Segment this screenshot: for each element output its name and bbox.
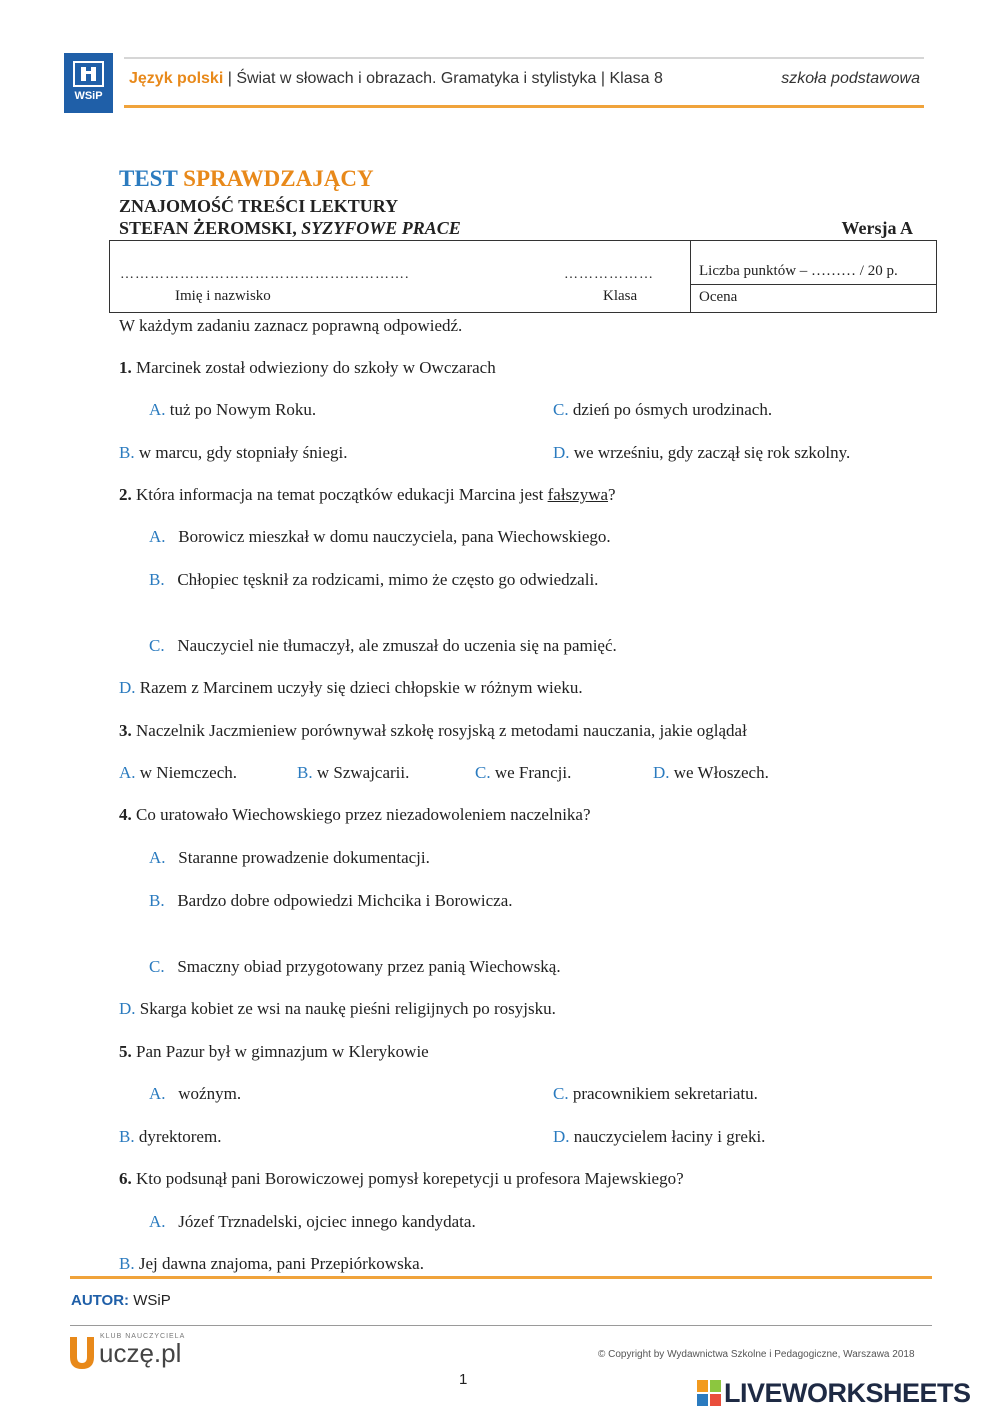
question-number: 3. bbox=[119, 721, 132, 740]
option-text: w Szwajcarii. bbox=[312, 763, 410, 782]
option-text: pracownikiem sekretariatu. bbox=[568, 1084, 758, 1103]
q2-option-c[interactable] bbox=[149, 636, 617, 656]
question-5 bbox=[119, 1042, 429, 1062]
q5-option-c[interactable] bbox=[553, 1084, 758, 1104]
subject-label: Język polski bbox=[129, 70, 224, 87]
q2-option-a[interactable] bbox=[149, 527, 611, 547]
option-text: we wrześniu, gdy zaczął się rok szkolny. bbox=[569, 443, 851, 462]
option-text: Jej dawna znajoma, pani Przepiórkowska. bbox=[134, 1254, 424, 1273]
option-text: nauczycielem łaciny i greki. bbox=[569, 1127, 766, 1146]
copyright: © Copyright by Wydawnictwa Szkolne i Pedagogiczne, Warszawa 2018 bbox=[598, 1349, 915, 1360]
q3-option-b[interactable] bbox=[297, 763, 409, 783]
footer-divider-top bbox=[70, 1276, 932, 1279]
table-divider-vertical bbox=[690, 241, 691, 313]
option-letter: D. bbox=[653, 763, 670, 782]
q3-option-c[interactable] bbox=[475, 763, 571, 783]
q1-option-b[interactable] bbox=[119, 443, 348, 463]
question-6 bbox=[119, 1169, 684, 1189]
title-test: TEST bbox=[119, 166, 178, 191]
option-letter: A. bbox=[149, 848, 166, 867]
question-3 bbox=[119, 721, 747, 741]
q2-option-d[interactable] bbox=[119, 678, 583, 698]
q4-option-b[interactable] bbox=[149, 891, 513, 911]
q5-option-b[interactable] bbox=[119, 1127, 221, 1147]
question-text-end: ? bbox=[608, 485, 616, 504]
footer-divider-bottom bbox=[70, 1325, 932, 1326]
option-letter: C. bbox=[475, 763, 491, 782]
option-text: w marcu, gdy stopniały śniegi. bbox=[134, 443, 348, 462]
club-label: KLUB NAUCZYCIELA bbox=[100, 1333, 186, 1340]
option-text: dyrektorem. bbox=[134, 1127, 222, 1146]
option-text: tuż po Nowym Roku. bbox=[165, 400, 317, 419]
book-logo-icon bbox=[73, 61, 104, 87]
liveworksheets-logo bbox=[697, 1378, 997, 1408]
option-text: we Francji. bbox=[490, 763, 572, 782]
option-letter: D. bbox=[119, 999, 136, 1018]
class-label: Klasa bbox=[603, 288, 638, 304]
q6-option-a[interactable] bbox=[149, 1212, 476, 1232]
option-letter: D. bbox=[119, 678, 136, 697]
option-letter: D. bbox=[553, 1127, 570, 1146]
work-title: SYZYFOWE PRACE bbox=[301, 218, 461, 238]
header-divider-bottom bbox=[124, 105, 924, 108]
q5-option-d[interactable] bbox=[553, 1127, 765, 1147]
option-letter: B. bbox=[119, 1254, 135, 1273]
q3-option-a[interactable] bbox=[119, 763, 237, 783]
option-letter: D. bbox=[553, 443, 570, 462]
name-label: Imię i nazwisko bbox=[175, 288, 271, 304]
ucze-u-icon bbox=[67, 1335, 97, 1371]
q6-option-b[interactable] bbox=[119, 1254, 424, 1274]
option-letter: A. bbox=[149, 1212, 166, 1231]
question-text: Która informacja na temat początków edukacji Marcina jest bbox=[131, 485, 548, 504]
q1-option-c[interactable] bbox=[553, 400, 772, 420]
option-letter: A. bbox=[119, 763, 136, 782]
option-letter: C. bbox=[149, 636, 165, 655]
option-letter: A. bbox=[149, 527, 166, 546]
q4-option-d[interactable] bbox=[119, 999, 556, 1019]
option-text: Józef Trznadelski, ojciec innego kandydata. bbox=[178, 1212, 476, 1231]
option-letter: A. bbox=[149, 1084, 166, 1103]
option-letter: A. bbox=[149, 400, 166, 419]
option-letter: C. bbox=[553, 1084, 569, 1103]
points-field: Liczba punktów – ……… / 20 p. bbox=[699, 263, 898, 279]
liveworksheets-badge-icon bbox=[697, 1380, 721, 1406]
option-letter: B. bbox=[119, 443, 135, 462]
author-name: STEFAN ŻEROMSKI, bbox=[119, 218, 302, 238]
option-letter: B. bbox=[149, 570, 165, 589]
option-text: Skarga kobiet ze wsi na naukę pieśni religijnych po rosyjsku. bbox=[135, 999, 556, 1018]
question-4 bbox=[119, 805, 591, 825]
option-text: Razem z Marcinem uczyły się dzieci chłopskie w różnym wieku. bbox=[135, 678, 583, 697]
option-text: w Niemczech. bbox=[135, 763, 238, 782]
author-line bbox=[71, 1292, 171, 1309]
option-letter: B. bbox=[297, 763, 313, 782]
option-text: woźnym. bbox=[178, 1084, 242, 1103]
page-number: 1 bbox=[459, 1371, 468, 1388]
grade-field: Ocena bbox=[699, 289, 738, 305]
question-2 bbox=[119, 485, 616, 505]
test-title bbox=[119, 166, 374, 192]
option-text: Smaczny obiad przygotowany przez panią Wiechowską. bbox=[177, 957, 561, 976]
option-text: dzień po ósmych urodzinach. bbox=[568, 400, 773, 419]
q4-option-c[interactable] bbox=[149, 957, 561, 977]
option-letter: B. bbox=[149, 891, 165, 910]
option-letter: B. bbox=[119, 1127, 135, 1146]
author-label: AUTOR: bbox=[71, 1292, 130, 1309]
header-divider-top bbox=[124, 57, 924, 59]
version-label: Wersja A bbox=[841, 218, 913, 238]
option-letter: C. bbox=[553, 400, 569, 419]
question-number: 2. bbox=[119, 485, 132, 504]
wsip-logo bbox=[64, 53, 113, 113]
series-label: | Świat w słowach i obrazach. Gramatyka i stylistyka | Klasa 8 bbox=[223, 70, 663, 87]
ucze-wordmark: uczę.pl bbox=[99, 1338, 182, 1368]
liveworksheets-wordmark: LIVEWORKSHEETS bbox=[724, 1378, 971, 1408]
question-number: 4. bbox=[119, 805, 132, 824]
table-divider-horizontal bbox=[690, 284, 937, 285]
q1-option-a[interactable] bbox=[149, 400, 316, 420]
question-1 bbox=[119, 358, 496, 378]
question-number: 5. bbox=[119, 1042, 132, 1061]
name-field[interactable]: …………………………………………………. bbox=[120, 267, 410, 282]
question-text: Naczelnik Jaczmieniew porównywał szkołę rosyjską z metodami nauczania, jakie oglądał bbox=[131, 721, 747, 740]
option-text: Chłopiec tęsknił za rodzicami, mimo że często go odwiedzali. bbox=[177, 570, 599, 589]
option-text: Bardzo dobre odpowiedzi Michcika i Borowicza. bbox=[177, 891, 513, 910]
q1-option-d[interactable] bbox=[553, 443, 850, 463]
header-title bbox=[129, 70, 663, 88]
logo-text: WSiP bbox=[74, 90, 103, 102]
question-text: Pan Pazur był w gimnazjum w Klerykowie bbox=[131, 1042, 429, 1061]
question-text: Co uratowało Wiechowskiego przez niezadowoleniem naczelnika? bbox=[131, 805, 591, 824]
question-emphasis: fałszywa bbox=[547, 485, 609, 504]
student-info-table bbox=[109, 240, 937, 313]
author-value: WSiP bbox=[129, 1292, 171, 1309]
title-sprawdzajacy: SPRAWDZAJĄCY bbox=[183, 166, 374, 191]
option-text: Staranne prowadzenie dokumentacji. bbox=[178, 848, 430, 867]
q5-option-a[interactable] bbox=[149, 1084, 241, 1104]
question-text: Kto podsunął pani Borowiczowej pomysł korepetycji u profesora Majewskiego? bbox=[131, 1169, 684, 1188]
question-text: Marcinek został odwieziony do szkoły w Owczarach bbox=[131, 358, 496, 377]
option-text: we Włoszech. bbox=[669, 763, 769, 782]
q4-option-a[interactable] bbox=[149, 848, 430, 868]
instruction: W każdym zadaniu zaznacz poprawną odpowiedź. bbox=[119, 316, 463, 335]
ucze-logo bbox=[67, 1333, 197, 1373]
option-letter: C. bbox=[149, 957, 165, 976]
option-text: Borowicz mieszkał w domu nauczyciela, pana Wiechowskiego. bbox=[178, 527, 611, 546]
question-number: 1. bbox=[119, 358, 132, 377]
school-level: szkoła podstawowa bbox=[781, 70, 920, 87]
question-number: 6. bbox=[119, 1169, 132, 1188]
test-subtitle: ZNAJOMOŚĆ TREŚCI LEKTURY bbox=[119, 196, 399, 216]
class-field[interactable]: ……………… bbox=[564, 267, 654, 282]
q3-option-d[interactable] bbox=[653, 763, 769, 783]
test-author-work bbox=[119, 218, 461, 239]
q2-option-b[interactable] bbox=[149, 570, 598, 590]
option-text: Nauczyciel nie tłumaczył, ale zmuszał do uczenia się na pamięć. bbox=[177, 636, 617, 655]
